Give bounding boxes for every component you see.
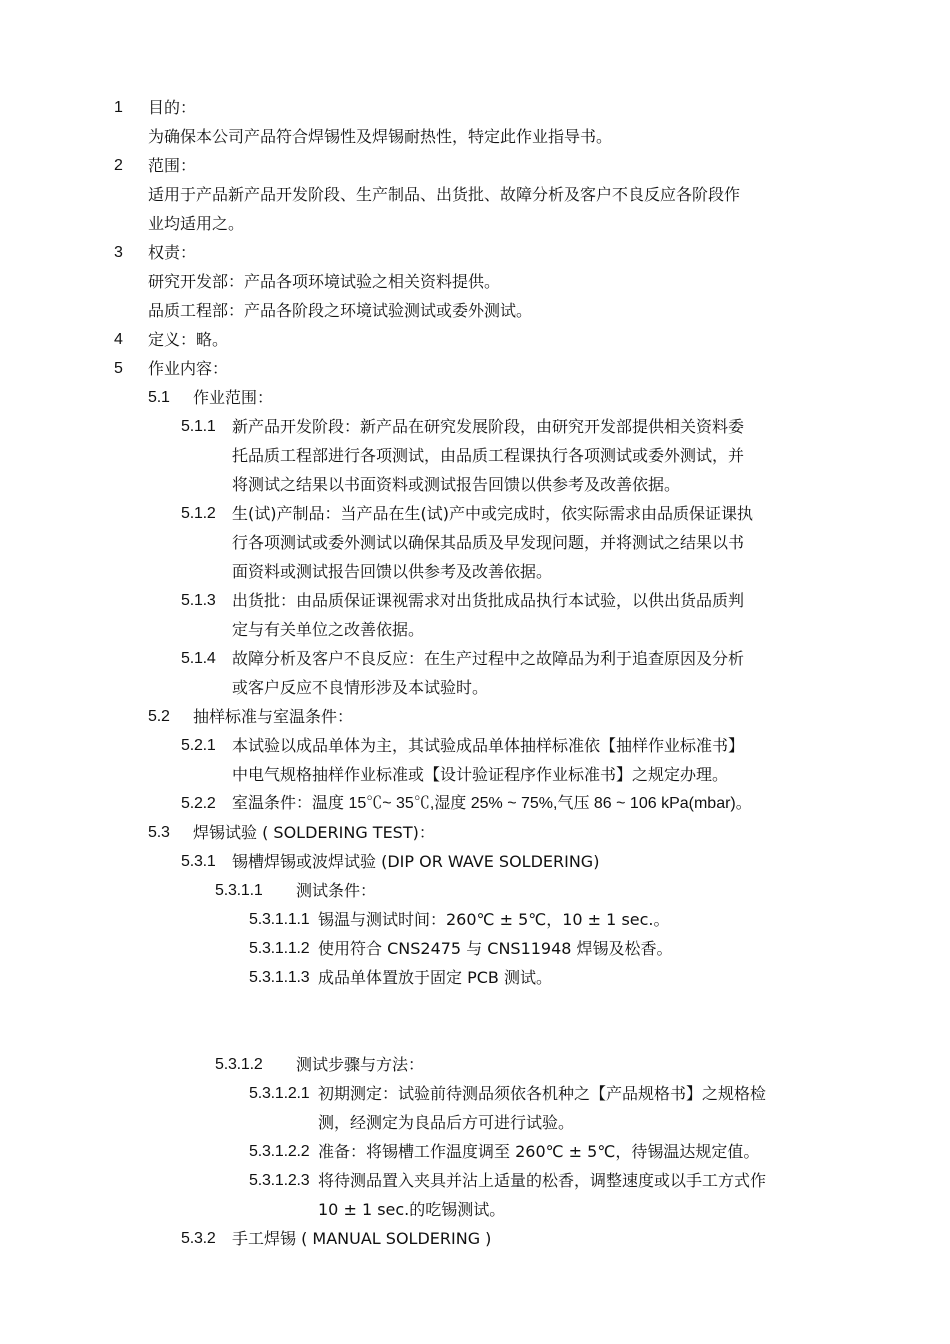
item-text: 本试验以成品单体为主，其试验成品单体抽样标准依【抽样作业标准书】 (232, 736, 745, 755)
subclause-text: 成品单体置放于固定 PCB 测试。 (318, 968, 552, 987)
subclause-number: 5.3.1.2.2 (249, 1143, 310, 1160)
item-number: 5.1.1 (181, 418, 216, 435)
subclause-text: 锡温与测试时间：260℃ ± 5℃，10 ± 1 sec.。 (318, 910, 670, 929)
item-text: 托品质工程部进行各项测试，由品质工程课执行各项测试或委外测试，并 (232, 446, 745, 465)
section-title: 目的： (148, 98, 197, 117)
item-text: 定与有关单位之改善依据。 (232, 620, 425, 639)
section-body: 品质工程部：产品各阶段之环境试验测试或委外测试。 (148, 301, 533, 320)
item-number: 5.1.2 (181, 505, 216, 522)
section-body: 适用于产品新产品开发阶段、生产制品、出货批、故障分析及客户不良反应各阶段作 (148, 185, 741, 204)
section-body: 研究开发部：产品各项环境试验之相关资料提供。 (148, 272, 501, 291)
clause-number: 5.3.1.1 (215, 882, 263, 899)
subclause-number: 5.3.1.2.3 (249, 1172, 310, 1189)
subclause-number: 5.3.1.2.1 (249, 1085, 310, 1102)
item-number: 5.2.2 (181, 795, 216, 812)
section-number: 5 (114, 360, 123, 377)
subclause-number: 5.3.1.1.3 (249, 969, 310, 986)
section-title: 范围： (148, 156, 197, 175)
item-text: 或客户反应不良情形涉及本试验时。 (232, 678, 489, 697)
subclause-text: 初期测定：试验前待测品须依各机种之【产品规格书】之规格检 (318, 1084, 767, 1103)
item-text: 中电气规格抽样作业标准或【设计验证程序作业标准书】之规定办理。 (232, 765, 729, 784)
item-number: 5.3.1 (181, 853, 216, 870)
item-text: 新产品开发阶段：新产品在研究发展阶段，由研究开发部提供相关资料委 (232, 417, 745, 436)
item-text: 出货批：由品质保证课视需求对出货批成品执行本试验，以供出货品质判 (232, 591, 745, 610)
section-number: 4 (114, 331, 123, 348)
subclause-text: 使用符合 CNS2475 与 CNS11948 焊锡及松香。 (318, 939, 673, 958)
item-title: 锡槽焊锡或波焊试验 (DIP OR WAVE SOLDERING) (232, 852, 600, 871)
item-text: 故障分析及客户不良反应：在生产过程中之故障品为利于追查原因及分析 (232, 649, 745, 668)
item-text: 行各项测试或委外测试以确保其品质及早发现问题，并将测试之结果以书 (232, 533, 745, 552)
item-number: 5.3.2 (181, 1230, 216, 1247)
section-title: 定义：略。 (148, 330, 229, 349)
item-text: 将测试之结果以书面资料或测试报告回馈以供参考及改善依据。 (232, 475, 681, 494)
item-title: 手工焊锡 ( MANUAL SOLDERING ) (232, 1229, 492, 1248)
section-title: 权责： (148, 243, 197, 262)
item-number: 5.2.1 (181, 737, 216, 754)
subsection-number: 5.1 (148, 389, 170, 406)
section-title: 作业内容： (148, 359, 229, 378)
clause-title: 测试条件： (296, 881, 377, 900)
subclause-text: 测，经测定为良品后方可进行试验。 (318, 1113, 575, 1132)
subclause-number: 5.3.1.1.2 (249, 940, 310, 957)
subclause-number: 5.3.1.1.1 (249, 911, 310, 928)
clause-title: 测试步骤与方法： (296, 1055, 425, 1074)
section-number: 2 (114, 157, 123, 174)
section-body: 为确保本公司产品符合焊锡性及焊锡耐热性，特定此作业指导书。 (148, 127, 613, 146)
clause-number: 5.3.1.2 (215, 1056, 263, 1073)
subsection-number: 5.3 (148, 824, 170, 841)
item-number: 5.1.3 (181, 592, 216, 609)
section-body: 业均适用之。 (148, 214, 245, 233)
item-text: 生(试)产制品：当产品在生(试)产中或完成时，依实际需求由品质保证课执 (232, 504, 753, 523)
subsection-number: 5.2 (148, 708, 170, 725)
subsection-title: 作业范围： (193, 388, 274, 407)
subclause-text: 准备：将锡槽工作温度调至 260℃ ± 5℃，待锡温达规定值。 (318, 1142, 760, 1161)
subclause-text: 10 ± 1 sec.的吃锡测试。 (318, 1200, 506, 1219)
item-number: 5.1.4 (181, 650, 216, 667)
subsection-title: 抽样标准与室温条件： (193, 707, 354, 726)
item-text: 面资料或测试报告回馈以供参考及改善依据。 (232, 562, 553, 581)
section-number: 3 (114, 244, 123, 261)
item-text: 室温条件：温度 15℃~ 35℃,湿度 25% ~ 75%,气压 86 ~ 106 kPa(mbar)。 (232, 795, 752, 812)
subsection-title: 焊锡试验 ( SOLDERING TEST)： (193, 823, 435, 842)
subclause-text: 将待测品置入夹具并沾上适量的松香，调整速度或以手工方式作 (318, 1171, 767, 1190)
section-number: 1 (114, 99, 123, 116)
